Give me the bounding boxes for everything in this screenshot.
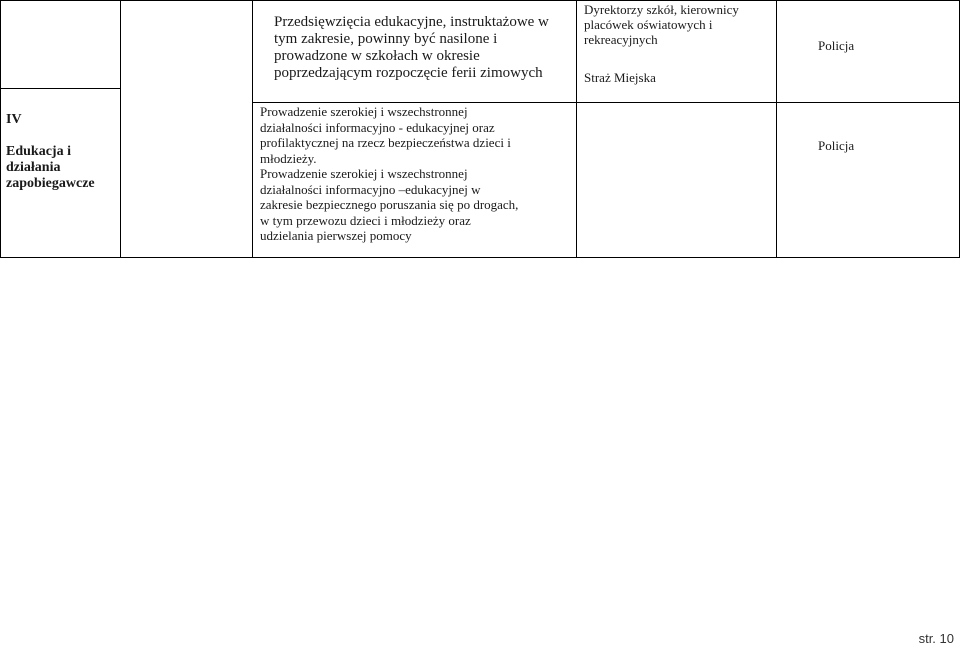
section-label [6, 96, 118, 208]
col-divider-3 [252, 0, 253, 258]
row-2-task: Prowadzenie szerokiej i wszechstronnej działalności informacyjno - edukacyjnej oraz profilaktycznej na rzecz bezpieczeństwa dzieci i młodzieży. Prowadzenie szerokiej i wszechstronnej działalności informacyjno –edukacyjnej w zakresie bezpiecznego poruszania się po drogach, w tym przewozu dzieci i młodzieży oraz udzielania pierwszej pomocy [260, 104, 519, 243]
row-1-task: Przedsięwzięcia edukacyjne, instruktażowe w tym zakresie, powinny być nasilone i prowadzone w szkołach w okresie poprzedzającym rozpoczęcie ferii zimowych [274, 14, 549, 81]
section-title: Edukacja i działania zapobiegawcze [6, 144, 95, 191]
page-number: str. 10 [918, 631, 954, 646]
row-divider [252, 102, 960, 103]
col-divider-1 [0, 0, 1, 258]
row-1-responsible: Dyrektorzy szkół, kierownicy placówek oświatowych i rekreacyjnych [584, 2, 739, 47]
table-border-bottom [0, 257, 960, 258]
row-divider-left [0, 88, 120, 89]
col-divider-4 [576, 0, 577, 258]
measures-table [0, 0, 960, 258]
col-divider-5 [776, 0, 777, 258]
row-1-responsible-extra: Straż Miejska [584, 70, 656, 85]
row-1-cooperation: Policja [818, 38, 855, 53]
col-divider-2 [120, 0, 121, 258]
table-border-top [0, 0, 960, 1]
row-2-cooperation: Policja [818, 138, 855, 153]
section-number: IV [6, 112, 22, 127]
